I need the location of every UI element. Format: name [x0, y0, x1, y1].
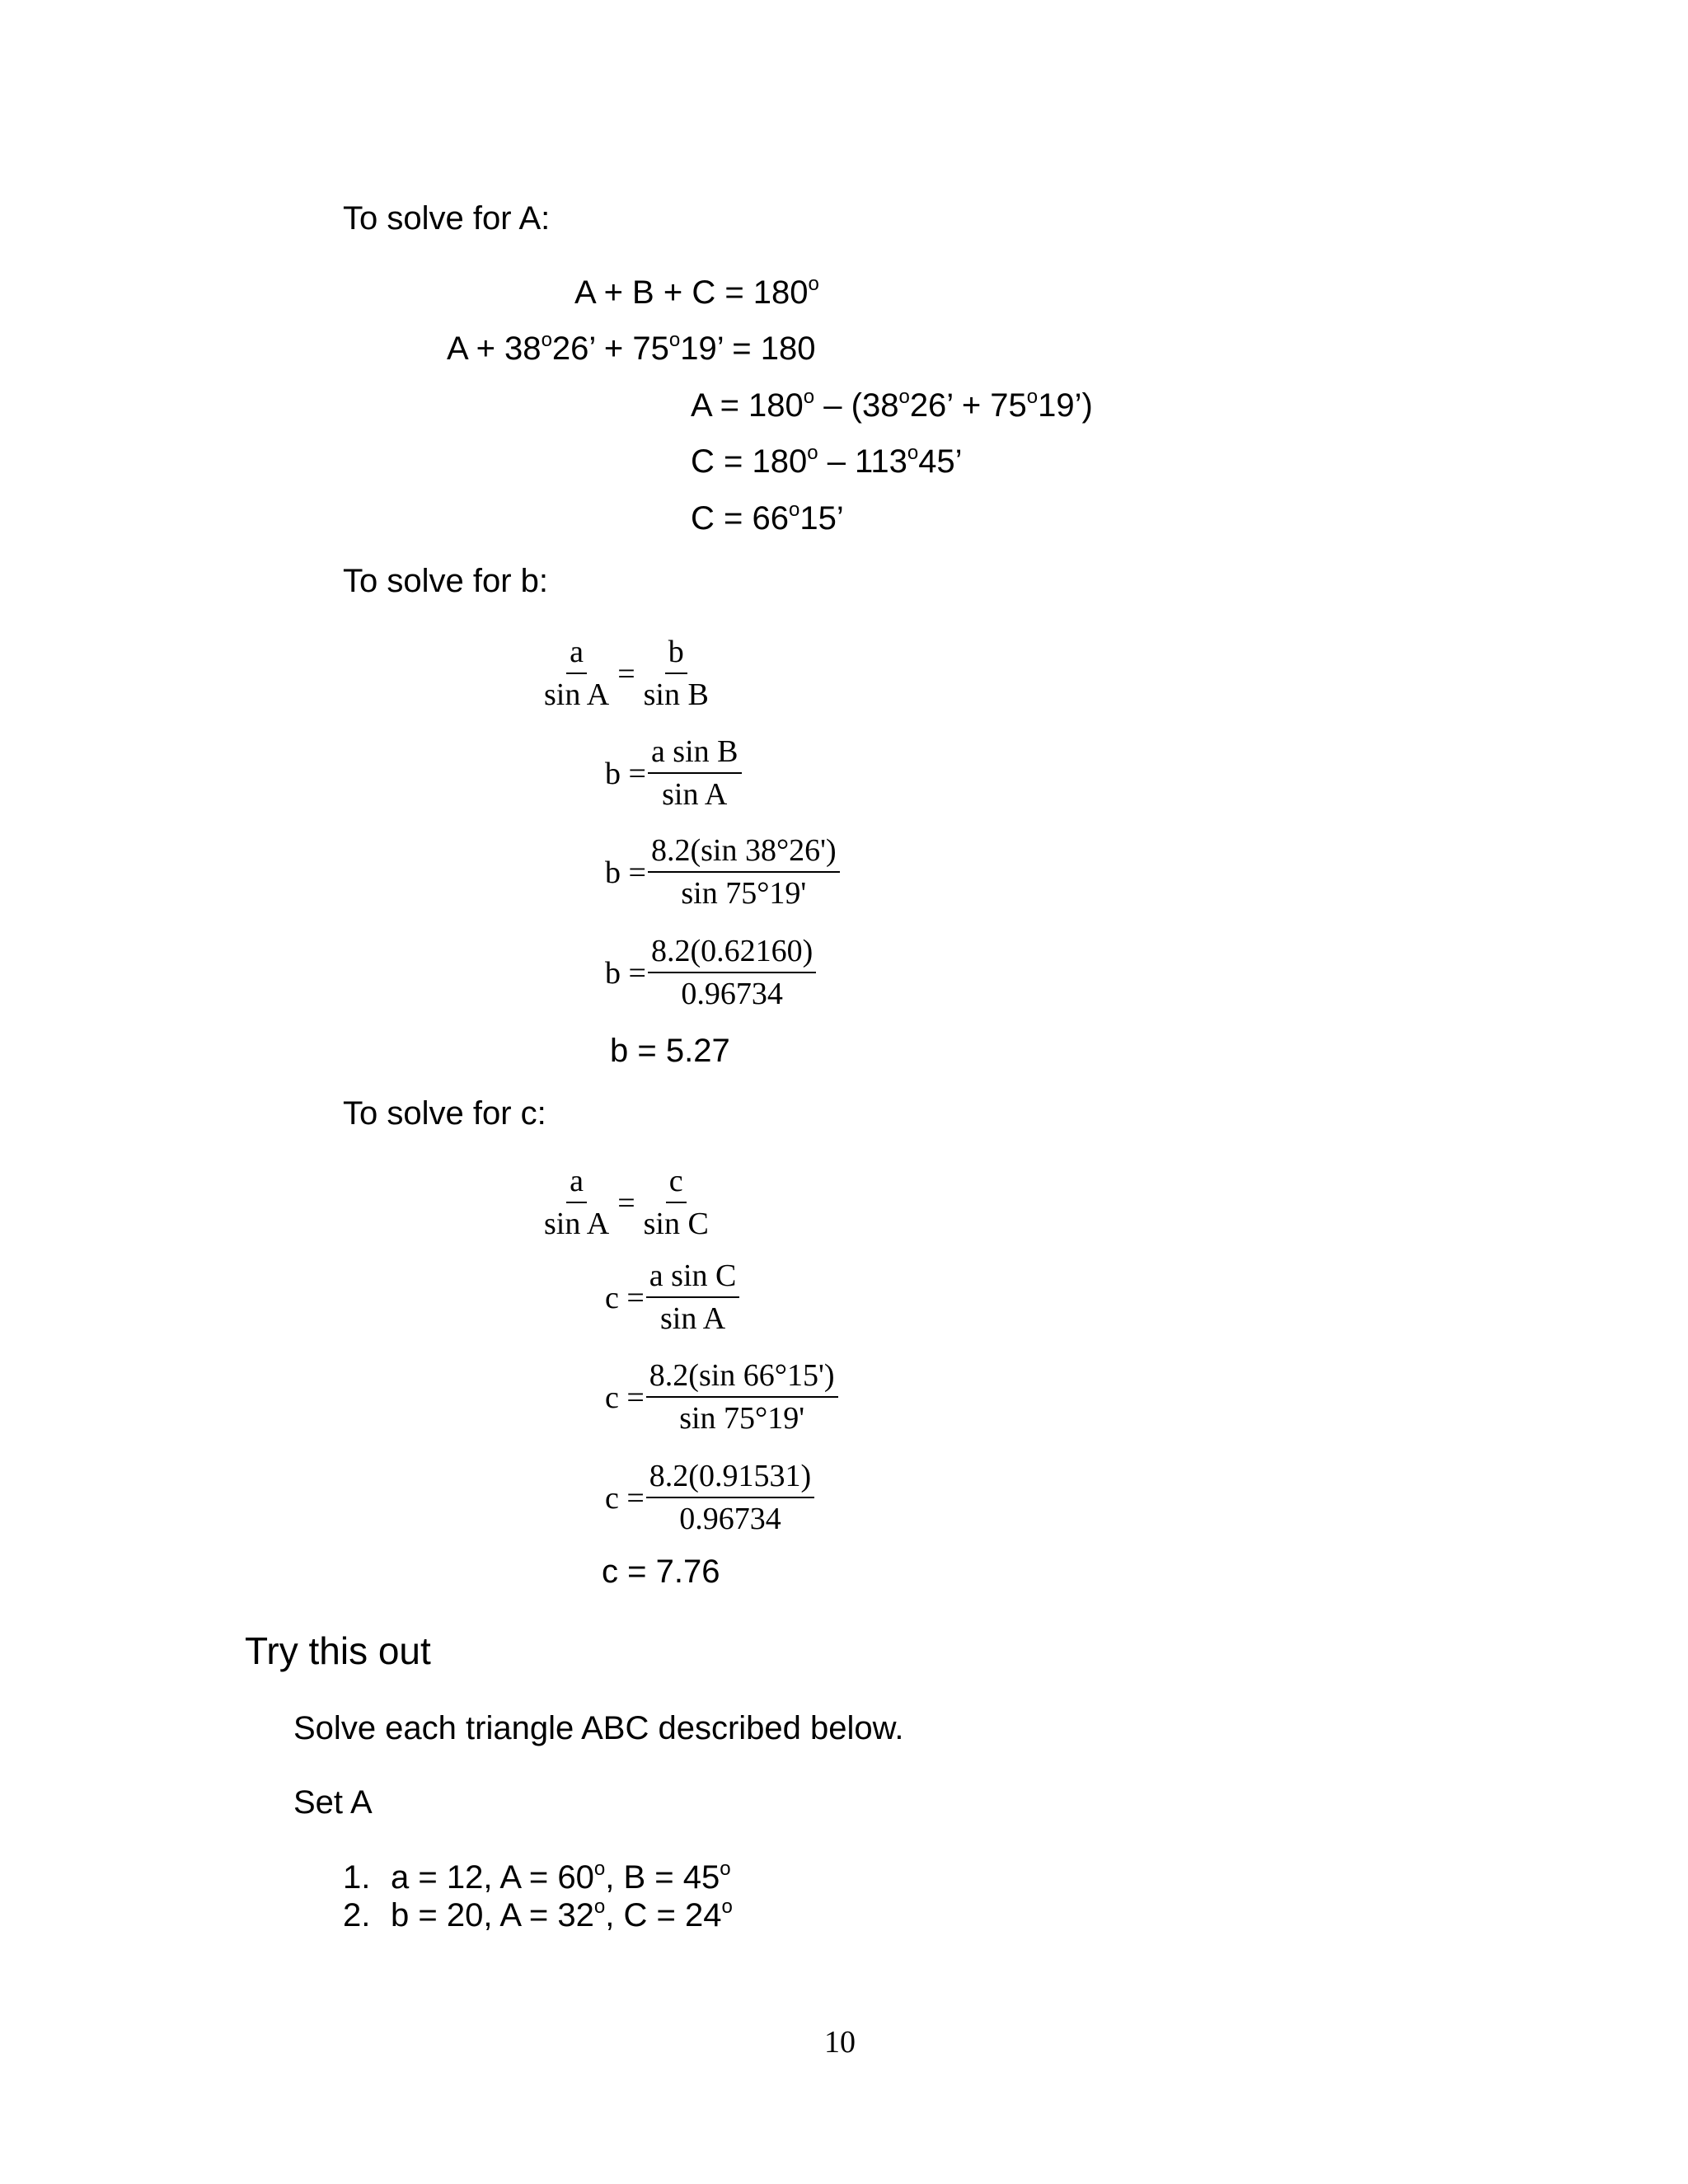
- solve-for-c-label: To solve for c:: [343, 1095, 546, 1132]
- b-result: b = 5.27: [610, 1033, 730, 1069]
- angle-subtract-equation: $C = 180^o - 113^o45$’: [691, 442, 963, 480]
- fraction: $\frac{8.2(\sin 38^\circ 26')}{\sin 75^\circ 19'}$: [648, 835, 840, 911]
- c-substitution: c = $\frac{8.2(\sin 66^\circ 15')}{\sin 75^\circ 19'}$: [605, 1360, 838, 1436]
- law-of-sines-b: $\frac{a}{\text{sin A}}$ = $\frac{b}{\text{sin B}}$: [541, 636, 712, 712]
- fraction: $\frac{8.2(\sin 66^\circ 15')}{\sin 75^\circ 19'}$: [646, 1360, 838, 1436]
- b-evaluation: b = $\frac{8.2(0.62160)}{0.96734}$: [605, 935, 816, 1011]
- angle-substitution-equation: $A + 38^o26$’ + $75^o19$’ = 180: [447, 329, 816, 367]
- solve-for-b-label: To solve for b:: [343, 563, 549, 599]
- fraction: $\frac{8.2(0.62160)}{0.96734}$: [648, 935, 816, 1011]
- fraction: $\frac{a}{\text{sin A}}$: [544, 635, 610, 712]
- exercise-instruction: Solve each triangle ABC described below.: [293, 1710, 904, 1746]
- fraction: $\frac{a}{\text{sin A}}$: [544, 1164, 610, 1241]
- list-item: 2. b = 20, $A = 32^o$, $C = 24^o$: [343, 1896, 733, 1933]
- c-evaluation: c = $\frac{8.2(0.91531)}{0.96734}$: [605, 1460, 814, 1536]
- fraction: $\frac{\text{a sin C}}{\text{sin A}}$: [646, 1260, 740, 1336]
- set-label: Set A: [293, 1784, 373, 1821]
- list-item: 1. a = 12, $A = 60^o$, $B = 45^o$: [343, 1858, 731, 1896]
- c-formula: c = $\frac{\text{a sin C}}{\text{sin A}}$: [605, 1260, 739, 1336]
- page-number: 10: [824, 2025, 856, 2060]
- angle-isolate-equation: $A = 180^o - (38^o26$’ + $75^o19$’): [691, 386, 1093, 424]
- b-substitution: b = $\frac{8.2(\sin 38^\circ 26')}{\sin 75^\circ 19'}$: [605, 835, 840, 911]
- b-formula: b = $\frac{\text{a sin B}}{\text{sin A}}$: [605, 736, 742, 812]
- fraction: $\frac{8.2(0.91531)}{0.96734}$: [646, 1460, 814, 1536]
- fraction: $\frac{c}{\text{sin C}}$: [643, 1164, 709, 1241]
- law-of-sines-c: $\frac{a}{\text{sin A}}$ = $\frac{c}{\text{sin C}}$: [541, 1165, 712, 1241]
- c-result: c = 7.76: [602, 1554, 720, 1590]
- fraction: $\frac{\text{a sin B}}{\text{sin A}}$: [648, 736, 742, 812]
- angle-sum-equation: $A + B + C = 180^o$: [574, 273, 819, 311]
- angle-result-equation: $C = 66^o15$’: [691, 499, 844, 537]
- try-this-heading: Try this out: [245, 1629, 431, 1672]
- solve-for-a-label: To solve for A:: [343, 200, 551, 237]
- fraction: $\frac{b}{\text{sin B}}$: [643, 635, 709, 712]
